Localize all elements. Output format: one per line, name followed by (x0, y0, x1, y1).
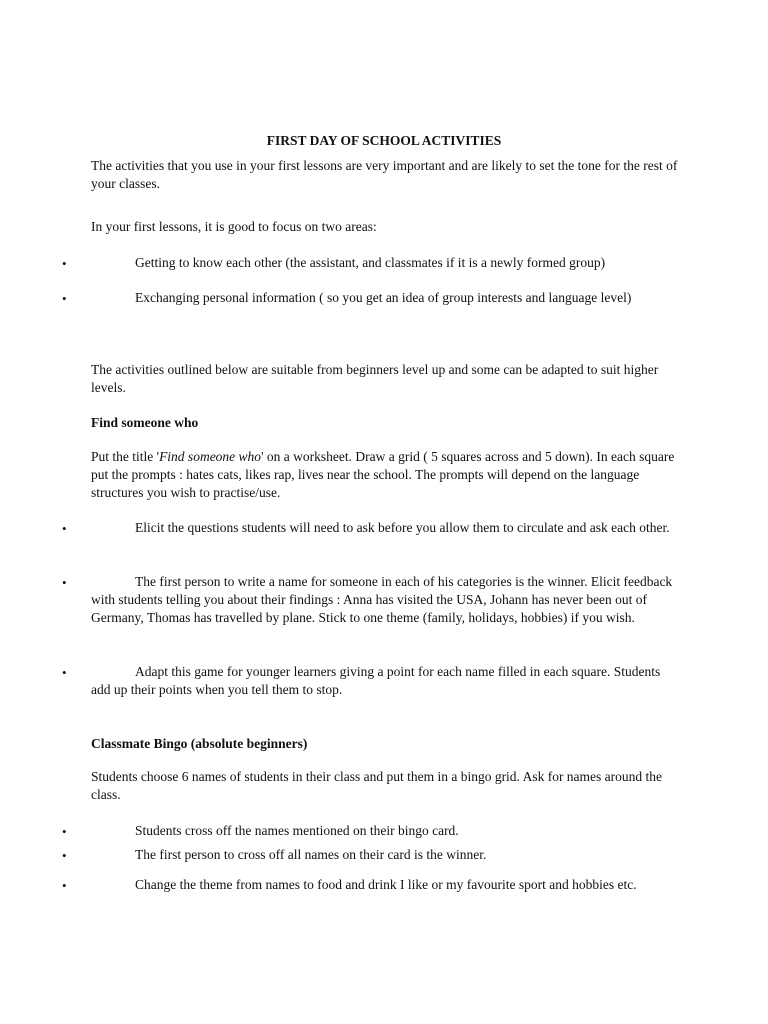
paragraph-text: Put the title ' (91, 449, 160, 464)
list-item: Adapt this game for younger learners giving a point for each name filled in each square. Students add up their points when you tell them to stop. (91, 664, 661, 697)
intro-paragraph: The activities that you use in your first lessons are very important and are likely to set the tone for the rest of your classes. (91, 158, 678, 191)
list-item: The first person to write a name for someone in each of his categories is the winner. Elicit feedback with students telling you about their findings : Anna has visited the USA, Johann has never been out of Germany, Thomas has travelled by plane. Stick to one theme (family, holidays, hobbies) if you wish. (91, 574, 673, 625)
focus-item: Exchanging personal information ( so you get an idea of group interests and language level) (135, 290, 632, 305)
bullet-marker: • (62, 878, 67, 893)
section-heading-find-someone-who: Find someone who (91, 415, 199, 430)
bullet-marker: • (62, 521, 67, 536)
list-item: The first person to cross off all names on their card is the winner. (135, 847, 487, 862)
list-item: Students cross off the names mentioned on their bingo card. (135, 823, 459, 838)
focus-intro-paragraph: In your first lessons, it is good to focus on two areas: (91, 219, 377, 234)
classmate-bingo-paragraph: Students choose 6 names of students in their class and put them in a bingo grid. Ask for names around the class. (91, 769, 663, 802)
bullet-marker: • (62, 824, 67, 839)
find-someone-who-paragraph (91, 448, 681, 502)
paragraph-text: ' on a worksheet. Draw a grid ( 5 squares across and 5 down). In each square put the prompts : hates cats, likes rap, lives near the school. The prompts will depend on the language structures you wish to practise/use. (91, 449, 675, 500)
focus-item: Getting to know each other (the assistant, and classmates if it is a newly formed group) (135, 255, 606, 270)
document-title: FIRST DAY OF SCHOOL ACTIVITIES (266, 132, 502, 148)
list-item: Elicit the questions students will need to ask before you allow them to circulate and ask each other. (135, 520, 670, 535)
bullet-marker: • (62, 291, 67, 306)
list-item: Change the theme from names to food and drink I like or my favourite sport and hobbies etc. (135, 877, 637, 892)
bullet-marker: • (62, 848, 67, 863)
bullet-marker: • (62, 665, 67, 680)
activities-intro-paragraph: The activities outlined below are suitable from beginners level up and some can be adapted to suit higher levels. (91, 362, 659, 395)
bullet-marker: • (62, 256, 67, 271)
section-heading-classmate-bingo: Classmate Bingo (absolute beginners) (91, 736, 308, 751)
bullet-marker: • (62, 575, 67, 590)
worksheet-title-text: Find someone who (159, 449, 262, 464)
